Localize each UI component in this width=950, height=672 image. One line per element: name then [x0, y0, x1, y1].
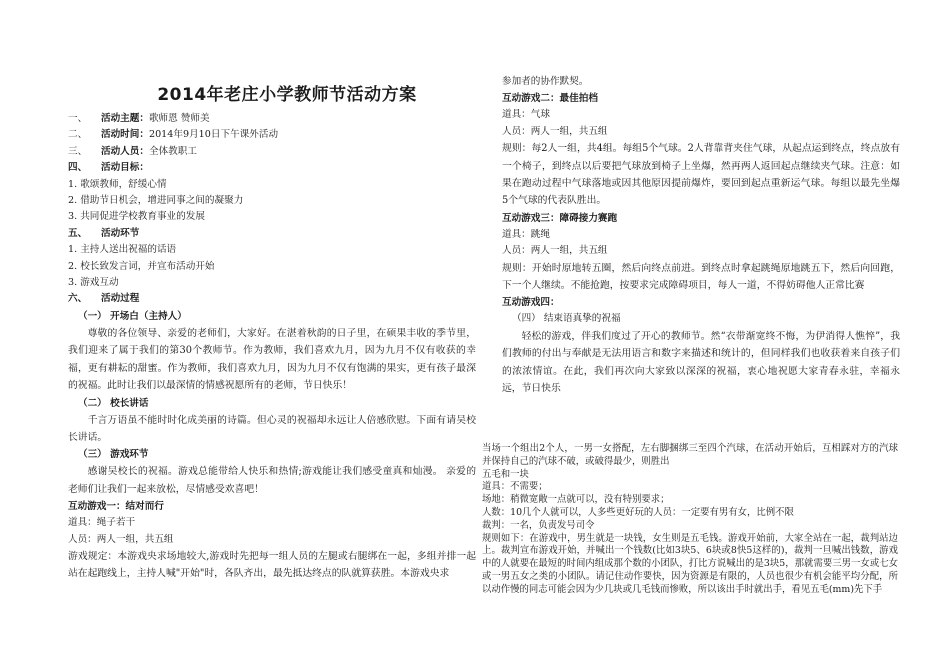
part2-heading: （二） 校长讲话: [78, 397, 149, 409]
game1-rule: 游戏规定：本游戏央求场地较大,游戏时先把每一组人员的左腿或右腿绑在一起，多组并排一起站在起跑线上，主持人喊"开始"时，各队齐出，最先抵达终点的队就算获胜。本游戏央求: [68, 550, 476, 580]
item-label: 活动目标：: [101, 162, 149, 174]
section-label: 活动过程: [101, 293, 140, 305]
item-label: 活动主题：: [101, 113, 149, 124]
part1-heading: （一） 开场白（主持人）: [78, 310, 187, 322]
goal-line: 3. 共同促进学校教育事业的发展: [68, 211, 205, 223]
page-title: 2014年老庄小学教师节活动方案: [157, 85, 417, 105]
step-line: 2. 校长致发言词，并宣布活动开始: [68, 260, 215, 272]
game-name: 五毛和一块: [482, 468, 529, 480]
game2-rule: 规则：每2人一组，共4组。每组5个气球。2人背靠背夹住气球，从起点运到终点，终点放有一个椅子，到终点以后要把气球放到椅子上坐爆，然再两人返回起点继续夹气球。注意：如果在跑动过程中气球落地或因其他原因提前爆炸，要回到起点重新运气球。每组以最先坐爆5个气球的代表队胜出。: [502, 143, 900, 207]
item-time: [68, 127, 476, 143]
balloon-rule: 当场一个组出2个人，一男一女搭配，左右脚捆绑三至四个汽球，在活动开始后，互相踩对方的汽球并保持自己的汽球不破，或破得最少，则胜出: [482, 443, 898, 467]
goal-line: 2. 借助节日机会，增进同事之间的凝聚力: [68, 195, 244, 207]
item-number: 四、: [68, 162, 88, 174]
item-number: 二、: [68, 129, 88, 141]
part2-text: 千言万语虽不能时时化成美丽的诗篇。但心灵的祝福却永远让人倍感欣慰。下面有请吴校长讲话。: [68, 414, 476, 443]
part3-text: 感谢吴校长的祝福。游戏总能带给人快乐和热情;游戏能让我们感受童真和灿漫。 亲爱的老师们让我们一起来放松，尽情感受欢喜吧！: [68, 466, 476, 495]
part4-text: 轻松的游戏，伴我们度过了开心的教师节。然“衣带渐宽终不悔，为伊消得人憔悴”，我们教师的付出与奉献是无法用语言和数字来描述和统计的，但同样我们也收获着来自孩子们的浓浓情谊。在此，我们再次向大家致以深深的祝福，衷心地祝愿大家青春永驻，幸福永远，节日快乐: [502, 330, 900, 395]
section-five-heading: [68, 226, 476, 242]
step-line: 3. 游戏互动: [68, 277, 119, 289]
game1-tool: 道具：绳子若干: [68, 517, 136, 529]
bottom-block: [482, 443, 898, 597]
part4-heading: （四） 结束语真挚的祝福: [512, 313, 621, 325]
game2-tool: 道具：气球: [502, 109, 550, 121]
part3-heading: （三） 游戏环节: [78, 449, 149, 461]
item-value: 全体教职工: [148, 145, 197, 157]
game-referee: 裁判：一名，负责发号司令: [482, 519, 595, 531]
game-venue: 场地：稍微宽敞一点就可以，没有特别要求；: [482, 494, 670, 506]
item-label: 活动人员：: [101, 145, 149, 157]
right-column: [502, 74, 900, 398]
game1-heading: 互动游戏一：结对而行: [68, 501, 164, 513]
game4-heading: 互动游戏四：: [502, 297, 560, 309]
game1-people: 人员：两人一组，共五组: [68, 533, 174, 545]
section-number: 六、: [68, 293, 88, 305]
game3-rule: 规则：开始时原地转五圈，然后向终点前进。到终点时拿起跳绳原地跳五下，然后向回跑，下一个人继续。不能抢跑，按要求完成障碍项目，每人一道，不得妨碍他人正常比赛: [502, 262, 900, 292]
game3-heading: 互动游戏三：障碍接力赛跑: [502, 212, 618, 224]
game3-people: 人员：两人一组，共五组: [502, 245, 608, 257]
item-label: 活动时间：: [101, 129, 149, 141]
item-theme: [68, 111, 476, 127]
step-line: 1. 主持人送出祝福的话语: [68, 244, 177, 256]
game2-people: 人员：两人一组，共五组: [502, 125, 608, 137]
game-rule: 规则如下：在游戏中，男生就是一块钱，女生则是五毛钱。游戏开始前，大家全站在一起，裁判站边上。裁判宣布游戏开始，并喊出一个钱数(比如3块5、6块或8快5这样的)，裁判一旦喊出钱数，游戏中的人就要在最短的时间内组成那个数的小团队，打比方说喊出的是3块5，那就需要三男一女或七女或一男五女之类的小团队。请记住动作要快，因为资源是有限的，人员也很少有机会能平均分配，所以动作慢的同志可能会因为少几块或几毛钱而惨败，所以该出手时就出手，看见五毛(mm)先下手: [482, 532, 898, 595]
goal-line: 1. 歌颂教师，舒缓心情: [68, 178, 167, 190]
game-people: 人数：10几个人就可以，人多些更好玩的人员：一定要有男有女，比例不限: [482, 506, 794, 518]
game2-heading: 互动游戏二：最佳拍档: [502, 93, 598, 105]
part1-text: 尊敬的各位领导、亲爱的老师们，大家好。在湛着秋韵的日子里，在硕果丰收的季节里，我们迎来了属于我们的第30个教师节。作为教师，我们喜欢九月，因为九月不仅有收获的幸福，更有耕耘的甜蜜。作为教师，我们喜欢九月，因为九月不仅有饱满的果实，更有孩子最深的祝福。此时让我们以最深情的情感祝愿所有的老师，节日快乐！: [68, 327, 476, 392]
left-column: [68, 80, 476, 583]
item-goal: [68, 160, 476, 176]
item-number: 一、: [68, 113, 88, 124]
item-value: 歌师恩 赞师美: [148, 113, 210, 124]
section-label: 活动环节: [101, 227, 140, 239]
item-number: 三、: [68, 145, 88, 157]
section-number: 五、: [68, 227, 88, 239]
item-people: [68, 144, 476, 160]
item-value: 2014年9月10日下午课外活动: [148, 129, 279, 141]
intro-line: 参加者的协作默契。: [502, 76, 589, 87]
game3-tool: 道具：跳绳: [502, 228, 550, 240]
section-six-heading: [68, 291, 476, 307]
game-tool: 道具：不需要；: [482, 481, 548, 493]
